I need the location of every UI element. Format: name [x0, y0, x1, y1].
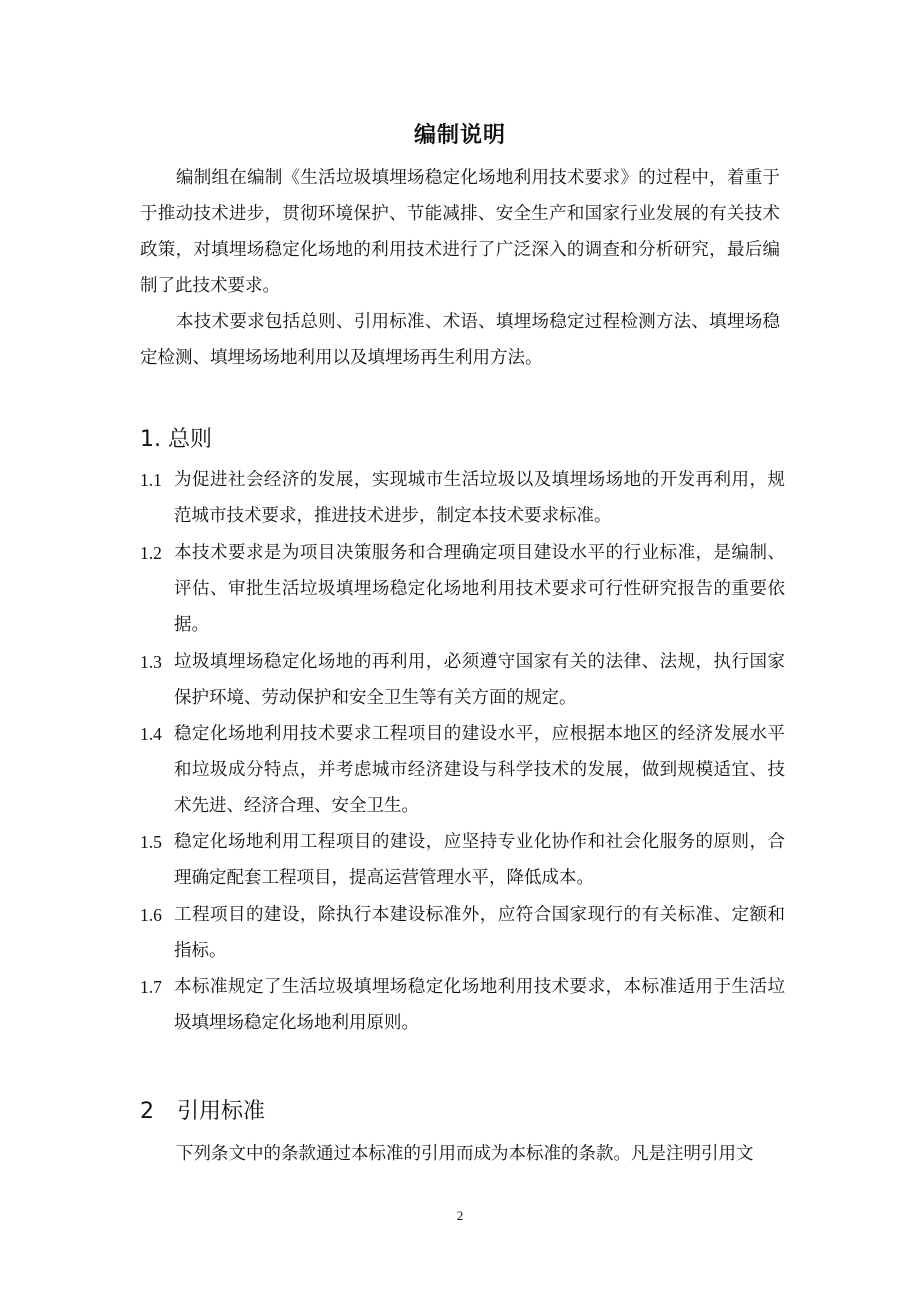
clause-number: 1.3	[140, 652, 162, 672]
clause-text: 稳定化场地利用工程项目的建设，应坚持专业化协作和社会化服务的原则，合理确定配套工程项目，提高运营管理水平，降低成本。	[174, 832, 785, 888]
clause-number: 1.2	[140, 543, 162, 563]
clause-text: 为促进社会经济的发展，实现城市生活垃圾以及填埋场场地的开发再利用，规范城市技术要求，推进技术进步，制定本技术要求标准。	[174, 470, 785, 526]
clause-number: 1.4	[140, 724, 162, 744]
section-2-title: 引用标准	[177, 1099, 266, 1124]
section-2-heading	[140, 1094, 265, 1125]
document-title: 编制说明	[413, 123, 506, 148]
clause-1-6	[140, 897, 785, 969]
section-1-title: 总则	[168, 427, 213, 452]
clause-1-7	[140, 969, 785, 1041]
clause-1-4	[140, 716, 785, 824]
clause-1-2	[140, 535, 785, 643]
section-1-heading	[140, 422, 212, 453]
clause-text: 本标准规定了生活垃圾填埋场稳定化场地利用技术要求，本标准适用于生活垃圾填埋场稳定化场地利用原则。	[174, 977, 785, 1033]
clause-text: 稳定化场地利用技术要求工程项目的建设水平，应根据本地区的经济发展水平和垃圾成分特点，并考虑城市经济建设与科学技术的发展，做到规模适宜、技术先进、经济合理、安全卫生。	[174, 724, 785, 816]
clause-text: 工程项目的建设，除执行本建设标准外，应符合国家现行的有关标准、定额和指标。	[174, 905, 785, 961]
section-1-number: 1.	[140, 427, 161, 452]
section-2-paragraph: 下列条文中的条款通过本标准的引用而成为本标准的条款。凡是注明引用文	[176, 1144, 754, 1164]
clause-1-5	[140, 824, 785, 896]
clause-1-1	[140, 462, 785, 534]
clause-number: 1.6	[140, 905, 162, 925]
page-number: 2	[456, 1208, 464, 1223]
intro-paragraph-2: 本技术要求包括总则、引用标准、术语、填埋场稳定过程检测方法、填埋场稳定检测、填埋场场地利用以及填埋场再生利用方法。	[140, 312, 780, 368]
clause-number: 1.1	[140, 470, 162, 490]
clause-number: 1.5	[140, 832, 162, 852]
clause-1-3	[140, 644, 785, 716]
clause-text: 本技术要求是为项目决策服务和合理确定项目建设水平的行业标准，是编制、评估、审批生活垃圾填埋场稳定化场地利用技术要求可行性研究报告的重要依据。	[174, 543, 785, 635]
section-2-number: 2	[140, 1099, 154, 1124]
intro-paragraph-1: 编制组在编制《生活垃圾填埋场稳定化场地利用技术要求》的过程中，着重于于推动技术进步，贯彻环境保护、节能减排、安全生产和国家行业发展的有关技术政策，对填埋场稳定化场地的利用技术进行了广泛深入的调查和分析研究，最后编制了此技术要求。	[140, 168, 780, 296]
clause-text: 垃圾填埋场稳定化场地的再利用，必须遵守国家有关的法律、法规，执行国家保护环境、劳动保护和安全卫生等有关方面的规定。	[174, 652, 785, 708]
clause-number: 1.7	[140, 977, 162, 997]
